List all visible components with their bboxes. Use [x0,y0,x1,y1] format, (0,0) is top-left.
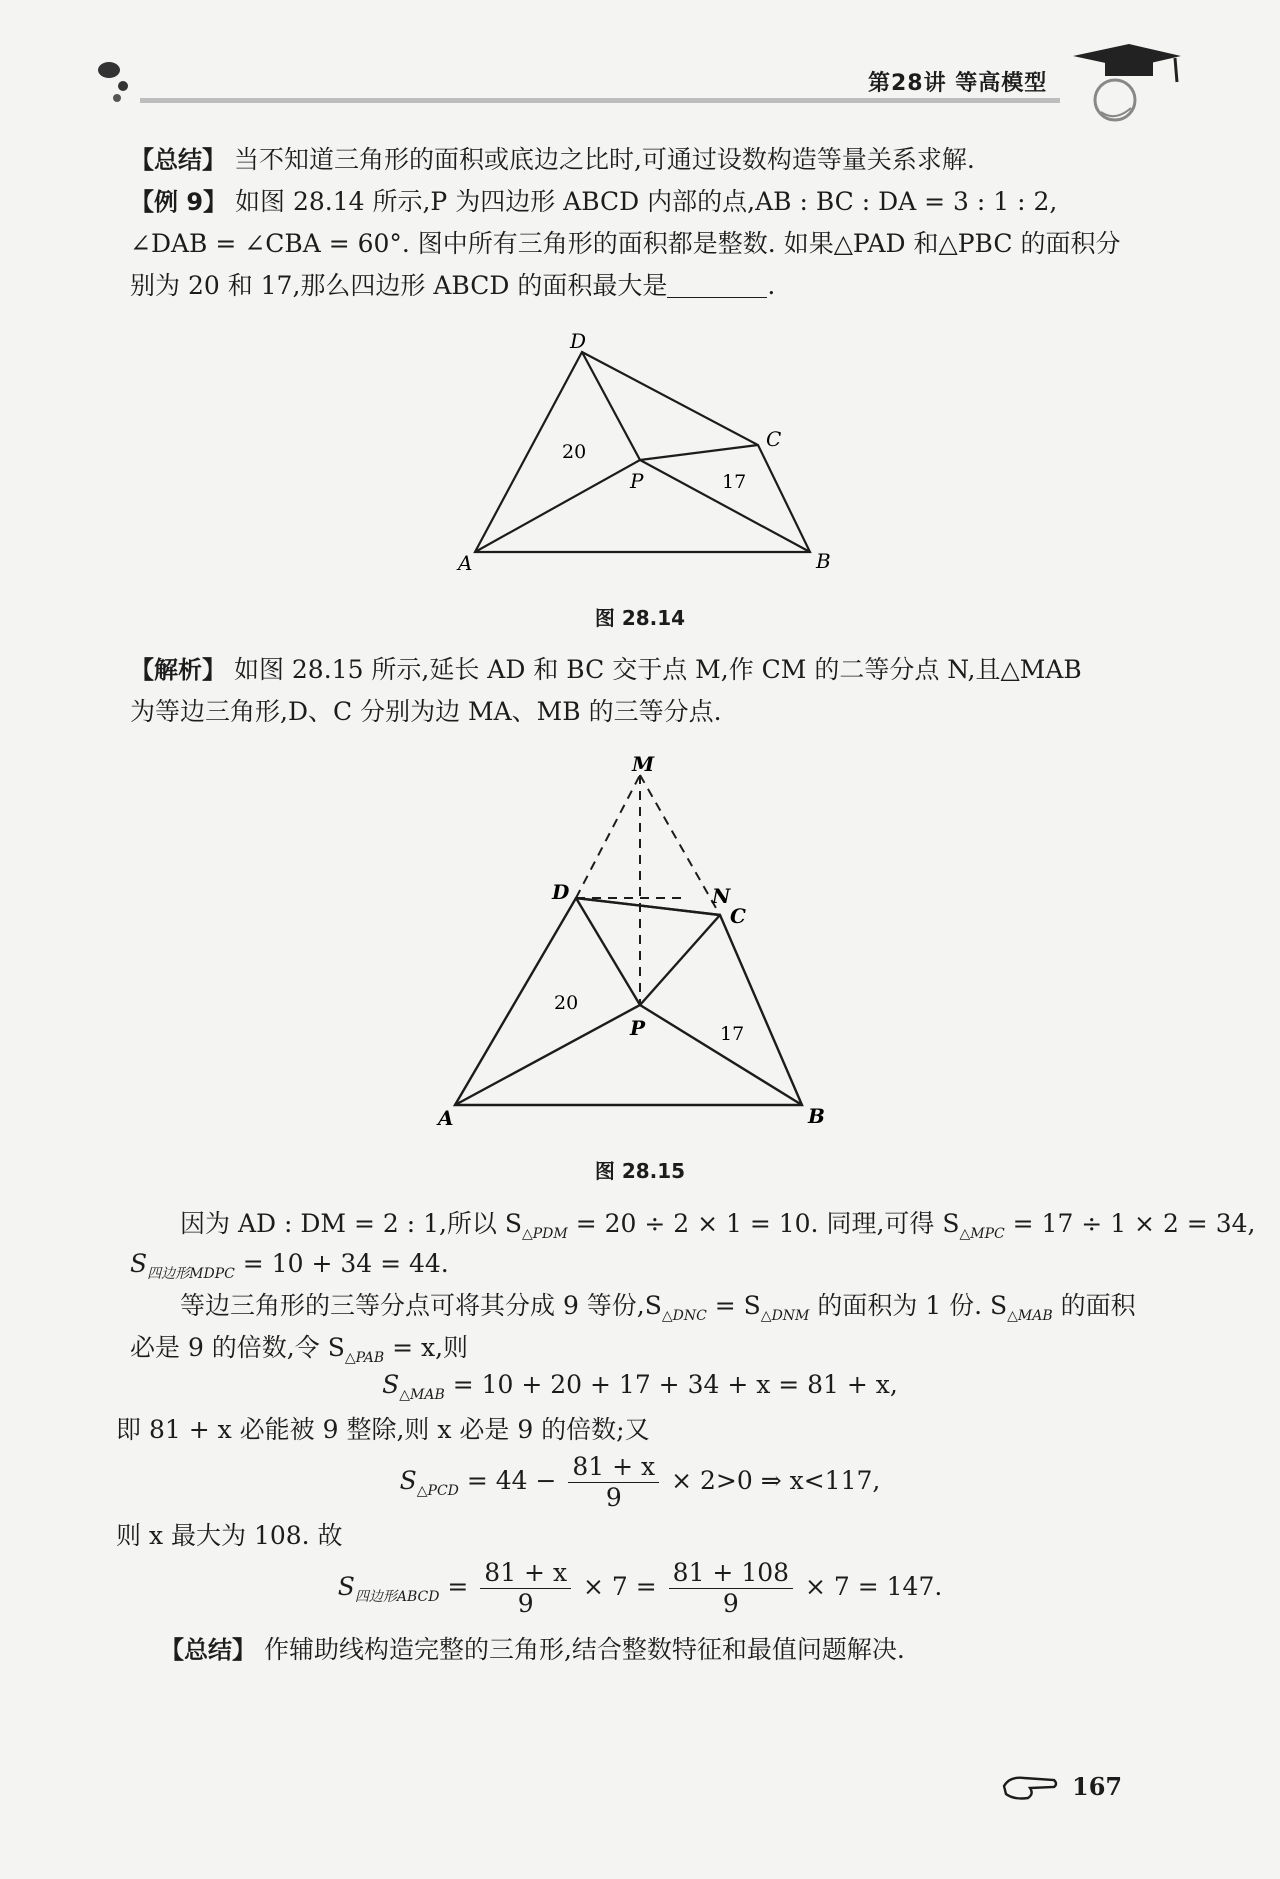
header-rule [140,98,1060,103]
analysis-line-1 [130,652,1160,688]
summary-2 [160,1632,1190,1668]
area-label-pad-2: 20 [554,992,579,1014]
pointing-hand-icon [1000,1772,1060,1806]
solution-text: 等边三角形的三等分点可将其分成 9 等份,S [180,1291,662,1320]
solution-text: = S [706,1291,761,1320]
answer-blank [667,271,767,298]
fraction-denominator: 9 [722,1589,739,1618]
solution-text: = 10 + 34 = 44. [234,1249,449,1278]
summary-1-text: 当不知道三角形的面积或底边之比时,可通过设数构造等量关系求解. [233,145,975,174]
analysis-line-2: 为等边三角形,D、C 分别为边 MA、MB 的三等分点. [130,697,722,726]
subscript: 四边形ABCD [354,1589,440,1605]
segment-ap-2 [455,1005,640,1105]
dashed-mc [640,775,720,915]
fraction [669,1558,793,1619]
solution-line-2 [130,1246,1160,1292]
equation-text: × 7 = 147. [805,1572,943,1601]
summary-2-tag: 【总结】 [160,1636,256,1664]
label-m: M [632,755,655,776]
figure-28-15 [430,755,850,1135]
example-line-2: ∠DAB = ∠CBA = 60°. 图中所有三角形的面积都是整数. 如果△PAD 和△PBC 的面积分 [130,229,1121,258]
segment-bp-2 [640,1005,802,1105]
summary-1 [130,142,1160,178]
figure-28-14 [440,330,840,570]
segment-dp-2 [576,898,640,1005]
equation-text: × 7 = [583,1572,657,1601]
example-tag: 【例 9】 [130,188,228,216]
equation-1 [0,1370,1280,1403]
label-n: N [712,884,731,908]
solution-text: 必是 9 的倍数,令 S [130,1333,345,1362]
equation-text: S [382,1370,400,1399]
equation-text: S [399,1466,417,1495]
example-line-3: 别为 20 和 17,那么四边形 ABCD 的面积最大是 . [130,271,776,300]
summary-1-tag: 【总结】 [130,146,226,174]
subscript: △DNM [760,1308,810,1324]
solution-text: 的面积为 1 份. S [809,1291,1008,1320]
area-label-pbc-2: 17 [720,1023,745,1045]
example-text-3: 别为 20 和 17,那么四边形 ABCD 的面积最大是 [130,271,668,300]
quadrilateral-abcd [475,352,810,552]
solution-text: = 20 ÷ 2 × 1 = 10. 同理,可得 S [567,1209,960,1238]
equation-2 [0,1452,1280,1513]
solution-line-5: 即 81 + x 必能被 9 整除,则 x 必是 9 的倍数;又 [116,1415,650,1444]
solution-line-3 [180,1288,1210,1334]
equation-text: × 2>0 ⇒ x<117, [671,1466,881,1495]
dashed-dm [576,775,640,898]
example-line-1 [130,184,1160,220]
area-label-pbc: 17 [722,471,747,493]
page-number: 167 [1072,1772,1123,1801]
segment-cp [640,445,758,460]
header-dots [95,60,155,114]
equation-text: = 10 + 20 + 17 + 34 + x = 81 + x, [444,1370,898,1399]
label-p: P [630,469,644,493]
fraction [568,1452,659,1513]
subscript: △MPC [959,1226,1005,1242]
segment-cp-2 [640,915,720,1005]
label-b-2: B [808,1104,825,1128]
fraction-numerator: 81 + x [568,1452,659,1483]
subscript: △PAB [344,1350,385,1366]
solution-text: 的面积 [1052,1291,1136,1320]
segment-dc [576,898,720,915]
label-c-2: C [730,904,746,928]
example-text-1: 如图 28.14 所示,P 为四边形 ABCD 内部的点,AB : BC : DA = 3 : 1 : 2, [235,187,1058,216]
chapter-title: 第28讲 等高模型 [868,71,1048,96]
equation-text: = [439,1572,469,1601]
area-label-pad: 20 [562,441,587,463]
label-b: B [816,549,831,570]
solution-text: 因为 AD : DM = 2 : 1,所以 S [180,1209,522,1238]
analysis-tag: 【解析】 [130,656,226,684]
solution-line-6: 则 x 最大为 108. 故 [116,1521,343,1550]
subscript: △DNC [661,1308,707,1324]
subscript: △MAB [399,1387,445,1403]
label-a: A [458,551,473,570]
solution-text: = x,则 [384,1333,469,1362]
fraction [480,1558,571,1619]
label-c: C [766,427,782,451]
label-d: D [570,330,587,353]
analysis-text-1: 如图 28.15 所示,延长 AD 和 BC 交于点 M,作 CM 的二等分点 N,且△MAB [233,655,1082,684]
fraction-numerator: 81 + 108 [669,1558,793,1589]
equation-3 [0,1558,1280,1619]
figure-28-14-caption: 图 28.14 [594,606,686,630]
subscript: △PDM [522,1226,568,1242]
subscript: △PCD [416,1483,459,1499]
solution-text: = 17 ÷ 1 × 2 = 34, [1004,1209,1256,1238]
subscript: △MAB [1007,1308,1053,1324]
graduation-cap-icon [1065,42,1185,126]
label-d-2: D [552,880,570,904]
fraction-numerator: 81 + x [480,1558,571,1589]
fraction-denominator: 9 [517,1589,534,1618]
label-a-2: A [438,1106,454,1130]
fraction-denominator: 9 [605,1483,622,1512]
summary-2-text: 作辅助线构造完整的三角形,结合整数特征和最值问题解决. [263,1635,905,1664]
solution-text: S [130,1249,148,1278]
equation-text: S [337,1572,355,1601]
figure-28-15-caption: 图 28.15 [594,1159,686,1183]
label-p-2: P [630,1016,646,1040]
subscript: 四边形MDPC [147,1266,235,1282]
equation-text: = 44 − [458,1466,557,1495]
